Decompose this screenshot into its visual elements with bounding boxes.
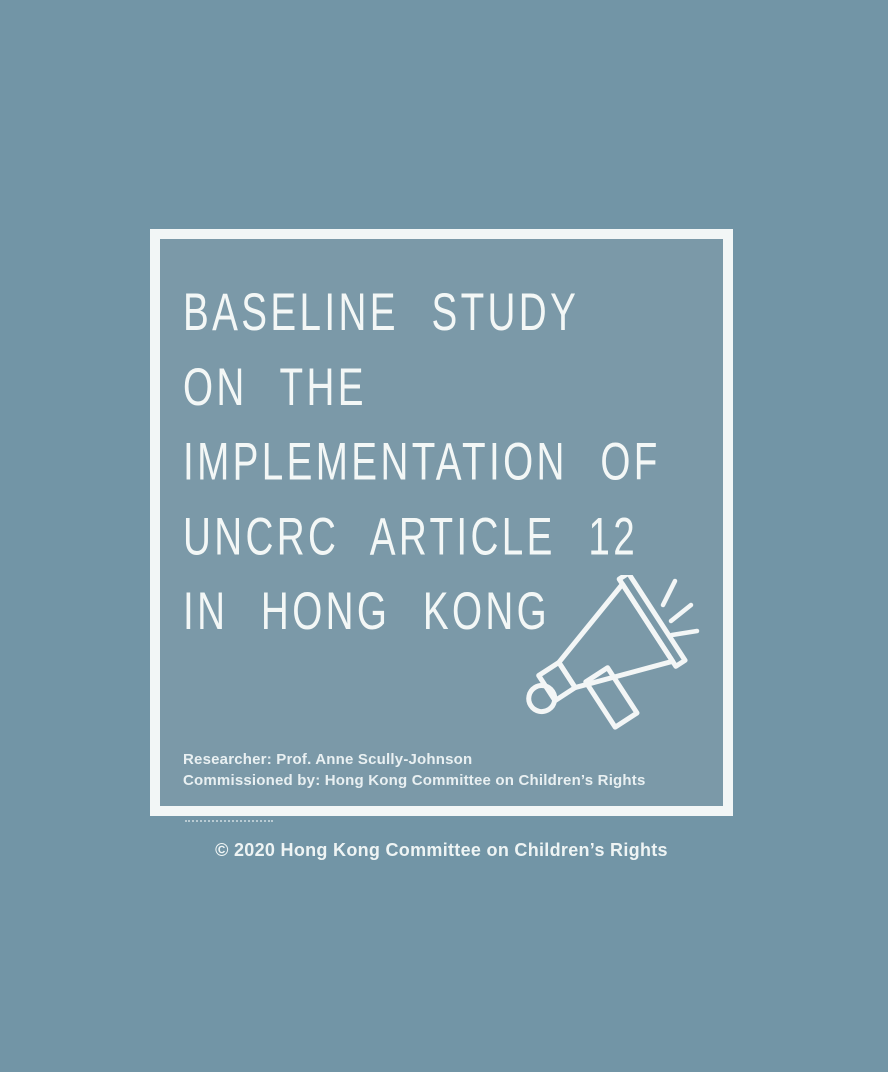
title-line: ON THE — [183, 356, 367, 417]
megaphone-rim — [619, 575, 685, 666]
dashed-divider — [185, 820, 273, 822]
megaphone-ring — [524, 681, 560, 717]
title-frame-box — [150, 229, 733, 816]
copyright-line: © 2020 Hong Kong Committee on Children’s Rights — [215, 840, 668, 860]
title-line: UNCRC ARTICLE 12 — [183, 506, 639, 566]
title-line: IN HONG KONG — [183, 580, 551, 641]
title-line: BASELINE STUDY — [183, 281, 580, 342]
megaphone-icon — [515, 575, 705, 755]
commissioned-credit: Commissioned by: Hong Kong Committee on Children’s Rights — [183, 772, 646, 789]
megaphone-handle — [586, 668, 637, 727]
megaphone-mouth — [539, 662, 575, 700]
sound-lines — [663, 581, 697, 635]
credits-block — [183, 749, 646, 791]
researcher-credit: Researcher: Prof. Anne Scully-Johnson — [183, 751, 473, 768]
title-line: IMPLEMENTATION OF — [183, 431, 661, 492]
